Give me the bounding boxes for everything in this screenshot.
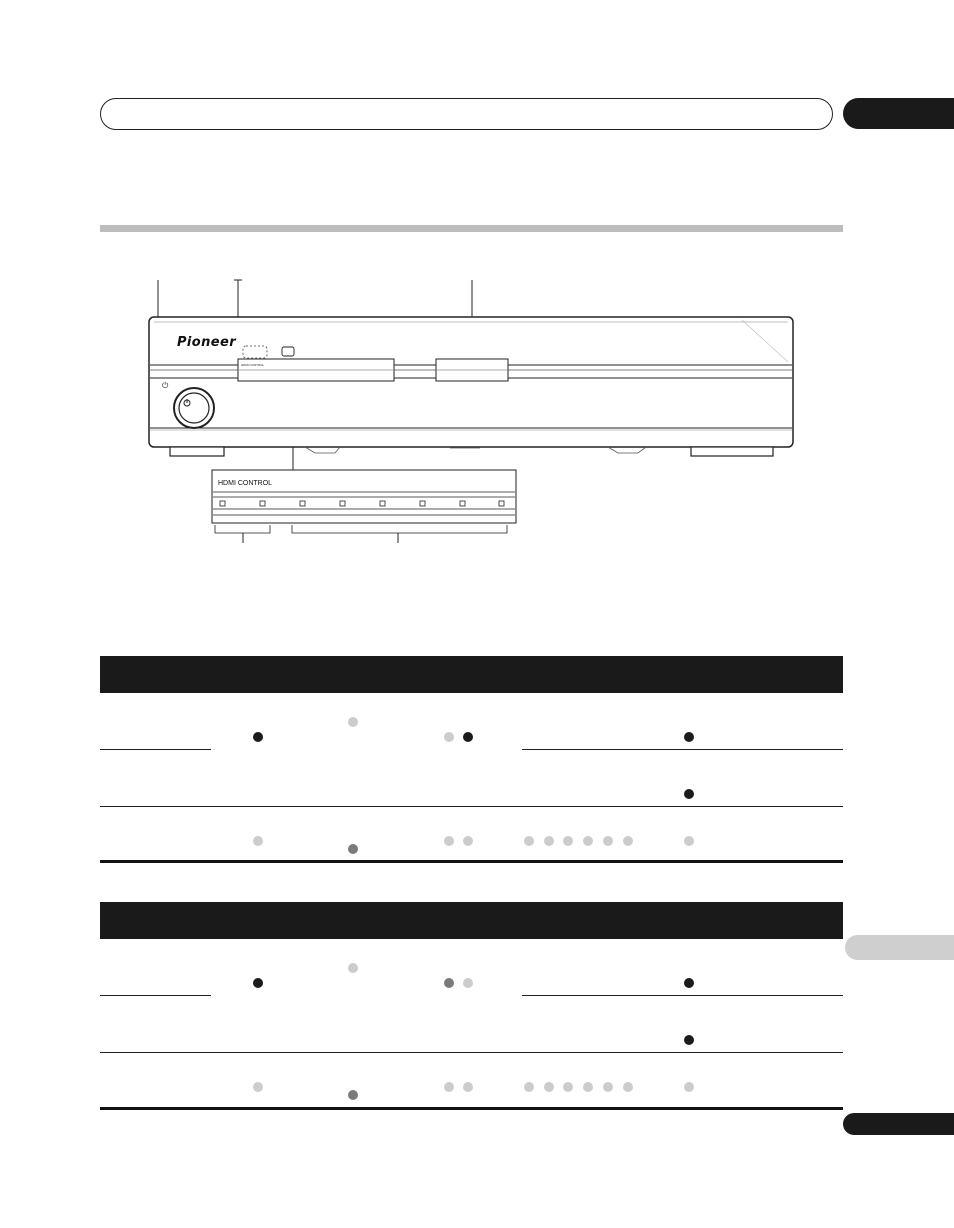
light-dot [544,1082,554,1092]
front-panel-figure [130,270,810,560]
chapter-header-bar [100,98,833,130]
chapter-number-tab [843,98,954,129]
hdmi-control-small-label: HDMI CONTROL [241,363,265,367]
light-dot [684,1082,694,1092]
light-dot [524,836,534,846]
black-dot [253,978,263,988]
light-dot [563,836,573,846]
light-dot [544,836,554,846]
light-dot [463,836,473,846]
grey-dot [444,978,454,988]
light-dot [444,1082,454,1092]
grey-dot [348,844,358,854]
table-header [100,902,843,939]
light-dot [253,1082,263,1092]
black-dot [684,1035,694,1045]
light-dot [603,836,613,846]
light-dot [684,836,694,846]
brand-logo: Pioneer [177,335,237,350]
light-dot [348,963,358,973]
light-dot [623,836,633,846]
black-dot [684,978,694,988]
light-dot [444,732,454,742]
light-dot [583,836,593,846]
right-foot [691,447,773,456]
page-number-tab [843,1113,954,1135]
light-dot [603,1082,613,1092]
black-dot [684,732,694,742]
black-dot [253,732,263,742]
light-dot [583,1082,593,1092]
light-dot [348,717,358,727]
bracket-indicator [215,525,270,533]
black-dot [463,732,473,742]
light-dot [563,1082,573,1092]
light-dot [524,1082,534,1092]
light-dot [623,1082,633,1092]
grey-dot [348,1090,358,1100]
status-table-2 [100,902,843,1114]
black-dot [684,789,694,799]
left-foot [170,447,224,456]
table-header [100,656,843,693]
status-table-1 [100,656,843,866]
light-dot [463,978,473,988]
standby-icon: ⏻ [162,381,169,390]
bracket-channel-lights [292,525,507,533]
section-heading-rule [100,225,843,232]
light-dot [444,836,454,846]
language-side-tab [845,935,954,960]
hdmi-control-label: HDMI CONTROL [218,480,273,487]
light-dot [253,836,263,846]
light-dot [463,1082,473,1092]
